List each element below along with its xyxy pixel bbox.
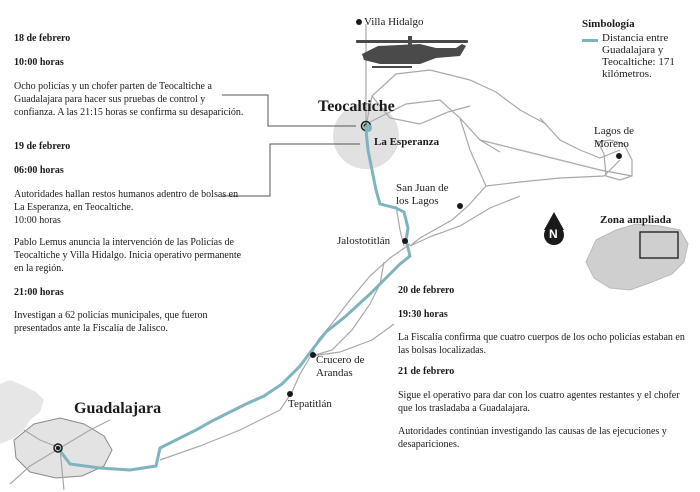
- marker-tepatitlan: [287, 391, 293, 397]
- label-lagos-de-moreno: Lagos de Moreno: [594, 125, 635, 150]
- event-remains-found: Autoridades hallan restos humanos adentro de bolsas en La Esperanza, en Teocaltiche.: [14, 189, 239, 213]
- time-06-00: 06:00 horas: [14, 165, 64, 176]
- event-bodies-confirmed: La Fiscalía confirma que cuatro cuerpos de los ocho policías estaban en las bolsas localizadas.: [398, 332, 685, 356]
- marker-villa-hidalgo: [356, 19, 362, 25]
- marker-jalostotitlan: [402, 238, 408, 244]
- legend-route-text: Distancia entre Guadalajara y Teocaltiche: 171 kilómetros.: [602, 32, 675, 80]
- label-jalostotitlan: Jalostotitlán: [337, 235, 391, 247]
- event-departure: Ocho policías y un chofer parten de Teocaltiche a Guadalajara para hacer sus pruebas de control y confianza. A las 21:15 horas se confirma su desaparición.: [14, 81, 244, 118]
- north-label: N: [549, 227, 558, 241]
- date-21-feb: 21 de febrero: [398, 366, 455, 377]
- label-tepatitlan: Tepatitlán: [288, 398, 332, 410]
- time-10-00: 10:00 horas: [14, 57, 64, 68]
- helicopter-icon: [356, 36, 468, 68]
- label-guadalajara: Guadalajara: [74, 400, 162, 417]
- label-crucero: Crucero de Arandas: [316, 354, 365, 379]
- time-19-30: 19:30 horas: [398, 309, 448, 320]
- legend-route-swatch: [582, 39, 598, 42]
- date-18-feb: 18 de febrero: [14, 33, 71, 44]
- time-21-00: 21:00 horas: [14, 287, 64, 298]
- legend-title: Simbología: [582, 18, 635, 30]
- date-19-feb: 19 de febrero: [14, 141, 71, 152]
- event-operation-continues: Sigue el operativo para dar con los cuatro agentes restantes y el chofer que los trasladaba a Guadalajara.: [398, 390, 680, 414]
- label-teocaltiche: Teocaltiche: [318, 98, 395, 115]
- event-intervention: Pablo Lemus anuncia la intervención de las Policías de Teocaltiche y Villa Hidalgo. Inicia operativo permanente en la región.: [14, 237, 242, 274]
- event-investigation: Investigan a 62 policías municipales, que fueron presentados ante la Fiscalía de Jalisco.: [14, 310, 208, 334]
- inset-label: Zona ampliada: [600, 214, 672, 226]
- label-la-esperanza: La Esperanza: [374, 136, 440, 148]
- time-10-00-second: 10:00 horas: [14, 215, 61, 226]
- marker-lagos-de-moreno: [616, 153, 622, 159]
- date-20-feb: 20 de febrero: [398, 285, 455, 296]
- label-san-juan: San Juan de los Lagos: [396, 182, 449, 207]
- event-investigating-causes: Autoridades continúan investigando las causas de las ejecuciones y desapariciones.: [398, 426, 667, 450]
- route-line: [58, 130, 410, 470]
- label-villa-hidalgo: Villa Hidalgo: [364, 16, 424, 28]
- inset-map: [586, 224, 688, 290]
